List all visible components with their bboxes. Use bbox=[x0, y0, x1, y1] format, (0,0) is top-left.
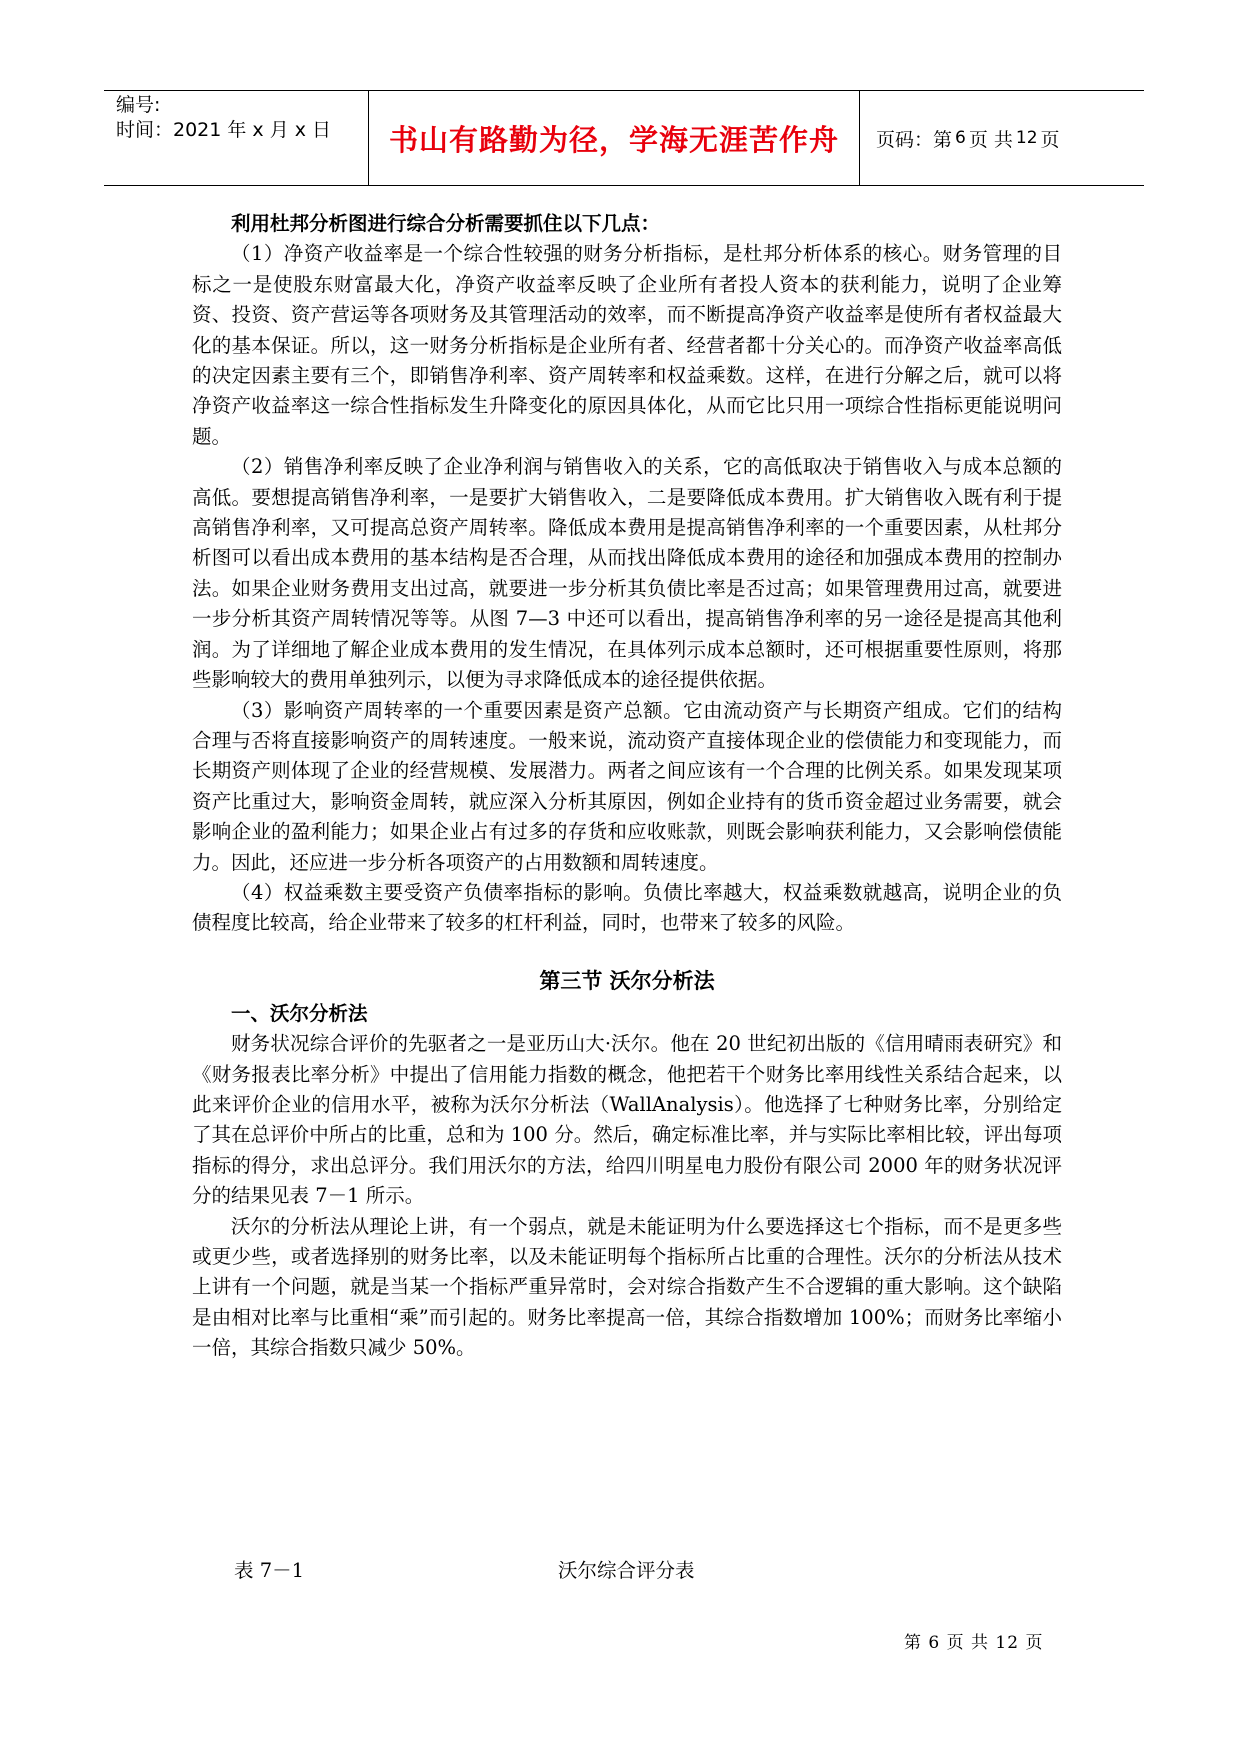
paragraph-dupont-1: （1）净资产收益率是一个综合性较强的财务分析指标，是杜邦分析体系的核心。财务管理的目标之一是使股东财富最大化，净资产收益率反映了企业所有者投人资本的获利能力，说明了企业筹资、投资、资产营运等各项财务及其管理活动的效率，而不断提高净资产收益率是使所有者权益最大化的基本保证。所以，这一财务分析指标是企业所有者、经营者都十分关心的。而净资产收益率高低的决定因素主要有三个，即销售净利率、资产周转率和权益乘数。这样，在进行分解之后，就可以将净资产收益率这一综合性指标发生升降变化的原因具体化，从而它比只用一项综合性指标更能说明问题。 bbox=[192, 242, 1062, 448]
header-page-number bbox=[860, 91, 1144, 185]
page-footer: 第 6 页 共 12 页 bbox=[904, 1633, 1044, 1653]
paragraph-dupont-3: （3）影响资产周转率的一个重要因素是资产总额。它由流动资产与长期资产组成。它们的结构合理与否将直接影响资产的周转速度。一般来说，流动资产直接体现企业的偿债能力和变现能力，而长期资产则体现了企业的经营规模、发展潜力。两者之间应该有一个合理的比例关系。如果发现某项资产比重过大，影响资金周转，就应深入分析其原因，例如企业持有的货币资金超过业务需要，就会影响企业的盈利能力；如果企业占有过多的存货和应收账款，则既会影响获利能力，又会影响偿债能力。因此，还应进一步分析各项资产的占用数额和周转速度。 bbox=[192, 698, 1062, 874]
paragraph-wall-1: 财务状况综合评价的先驱者之一是亚历山大·沃尔。他在 20 世纪初出版的《信用晴雨表研究》和《财务报表比率分析》中提出了信用能力指数的概念，他把若干个财务比率用线性关系结合起来，以此来评价企业的信用水平，被称为沃尔分析法（WallAnalysis）。他选择了七种财务比率，分别给定了其在总评价中所占的比重，总和为 100 分。然后，确定标准比率，并与实际比率相比较，评出每项指标的得分，求出总评分。我们用沃尔的方法，给四川明星电力股份有限公司 2000 年的财务状况评分的结果见表 7－1 所示。 bbox=[192, 1032, 1062, 1208]
header-meta bbox=[104, 91, 369, 185]
subsection-title: 一、沃尔分析法 bbox=[231, 1001, 368, 1025]
page-mid: 页 共 bbox=[968, 128, 1013, 151]
document-date: 时间：2021 年 x 月 x 日 bbox=[116, 119, 332, 141]
document-number-label: 编号: bbox=[116, 94, 161, 116]
paragraph-wall-2: 沃尔的分析法从理论上讲，有一个弱点，就是未能证明为什么要选择这七个指标，而不是更多些或更少些，或者选择别的财务比率，以及未能证明每个指标所占比重的合理性。沃尔的分析法从技术上讲有一个问题，就是当某一个指标严重异常时，会对综合指数产生不合逻辑的重大影响。这个缺陷是由相对比率与比重相“乘”而引起的。财务比率提高一倍，其综合指数增加 100%；而财务比率缩小一倍，其综合指数只减少 50%。 bbox=[192, 1214, 1062, 1360]
page-current: 6 bbox=[955, 128, 966, 148]
paragraph-dupont-2: （2）销售净利率反映了企业净利润与销售收入的关系，它的高低取决于销售收入与成本总额的高低。要想提高销售净利率，一是要扩大销售收入，二是要降低成本费用。扩大销售收入既有利于提高销售净利率，又可提高总资产周转率。降低成本费用是提高销售净利率的一个重要因素，从杜邦分析图可以看出成本费用的基本结构是否合理，从而找出降低成本费用的途径和加强成本费用的控制办法。如果企业财务费用支出过高，就要进一步分析其负债比率是否过高；如果管理费用过高，就要进一步分析其资产周转情况等等。从图 7—3 中还可以看出，提高销售净利率的另一途径是提高其他利润。为了详细地了解企业成本费用的发生情况，在具体列示成本总额时，还可根据重要性原则，将那些影响较大的费用单独列示，以便为寻求降低成本的途径提供依据。 bbox=[192, 455, 1062, 692]
table-title: 沃尔综合评分表 bbox=[558, 1559, 695, 1582]
page-prefix: 页码：第 bbox=[876, 128, 953, 151]
page-header bbox=[104, 90, 1144, 186]
page-suffix: 页 bbox=[1040, 128, 1060, 151]
header-motto: 书山有路勤为径，学海无涯苦作舟 bbox=[369, 91, 860, 185]
intro-heading: 利用杜邦分析图进行综合分析需要抓住以下几点： bbox=[231, 212, 661, 235]
section-title: 第三节 沃尔分析法 bbox=[539, 968, 715, 993]
table-label: 表 7－1 bbox=[234, 1559, 305, 1582]
page-total: 12 bbox=[1015, 128, 1038, 148]
document-body bbox=[192, 209, 1062, 1364]
paragraph-dupont-4: （4）权益乘数主要受资产负债率指标的影响。负债比率越大，权益乘数就越高，说明企业的负债程度比较高，给企业带来了较多的杠杆利益，同时，也带来了较多的风险。 bbox=[192, 880, 1062, 935]
table-caption bbox=[234, 1555, 934, 1583]
